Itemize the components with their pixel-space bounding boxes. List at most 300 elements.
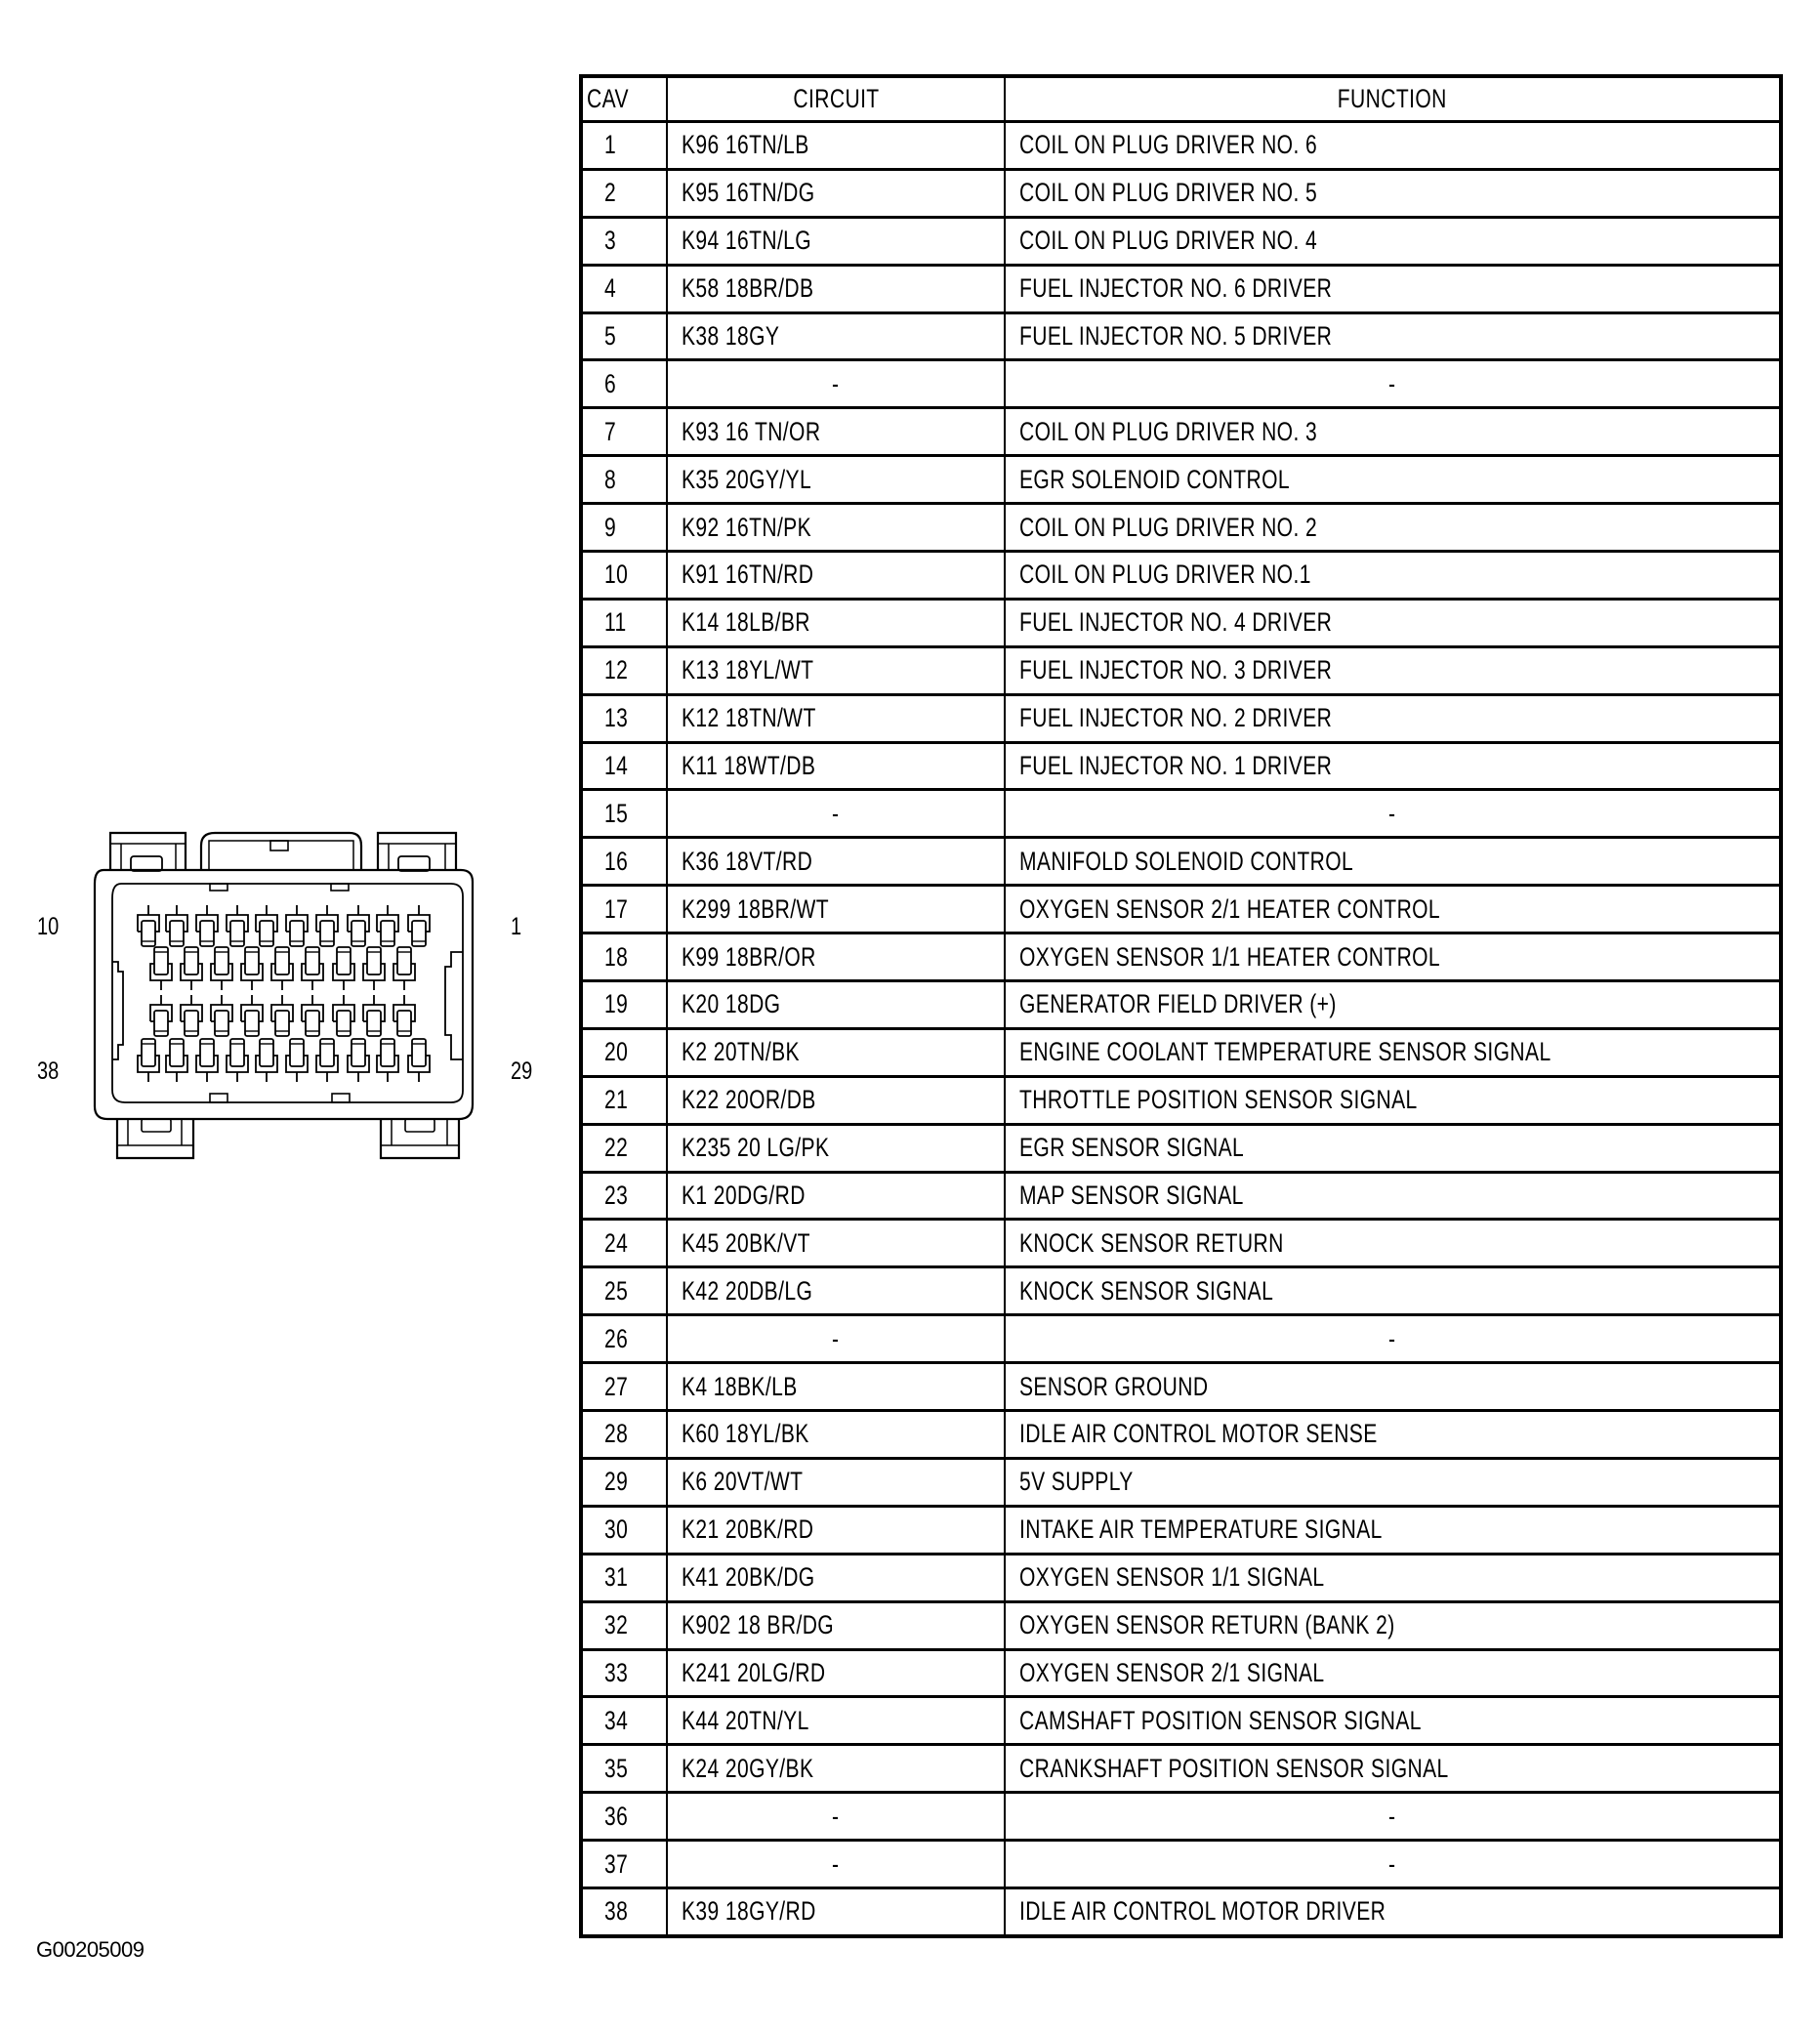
function-cell <box>1005 456 1781 504</box>
circuit-code: K35 20GY/YL <box>682 464 812 494</box>
cav-cell <box>581 1124 667 1172</box>
circuit-code: K38 18GY <box>682 321 780 351</box>
function-description: ENGINE COOLANT TEMPERATURE SENSOR SIGNAL <box>1019 1037 1551 1067</box>
cav-cell <box>581 1220 667 1267</box>
circuit-code: - <box>832 798 840 828</box>
cav-number: 37 <box>604 1848 629 1879</box>
cav-cell <box>581 1458 667 1506</box>
circuit-code: K42 20DB/LG <box>682 1275 813 1306</box>
circuit-cell <box>667 1076 1005 1124</box>
circuit-cell <box>667 1554 1005 1601</box>
cavity-icon <box>256 1039 277 1082</box>
function-description: COIL ON PLUG DRIVER NO.1 <box>1019 560 1311 590</box>
circuit-code: K22 20OR/DB <box>682 1085 816 1115</box>
table-row <box>581 217 1781 265</box>
circuit-cell <box>667 1124 1005 1172</box>
function-cell <box>1005 312 1781 360</box>
circuit-cell <box>667 1745 1005 1793</box>
cavity-icon <box>302 995 323 1036</box>
table-row <box>581 169 1781 217</box>
circuit-code: - <box>832 1801 840 1831</box>
function-cell <box>1005 1124 1781 1172</box>
function-cell <box>1005 1411 1781 1459</box>
function-description: FUEL INJECTOR NO. 5 DRIVER <box>1019 321 1333 351</box>
cavity-icon <box>393 995 415 1036</box>
function-cell <box>1005 1697 1781 1745</box>
cavity-icon <box>271 947 293 990</box>
cav-number: 25 <box>604 1275 629 1306</box>
function-cell <box>1005 981 1781 1029</box>
circuit-code: - <box>832 1848 840 1879</box>
circuit-cell <box>667 1411 1005 1459</box>
cav-number: 9 <box>604 512 617 542</box>
function-cell <box>1005 1841 1781 1888</box>
circuit-cell <box>667 646 1005 694</box>
circuit-code: K45 20BK/VT <box>682 1227 810 1258</box>
circuit-cell <box>667 1267 1005 1315</box>
figure-id: G00205009 <box>36 1937 145 1962</box>
circuit-cell <box>667 1172 1005 1220</box>
function-cell <box>1005 646 1781 694</box>
cav-number: 29 <box>604 1467 629 1497</box>
function-cell <box>1005 360 1781 408</box>
cav-cell <box>581 1649 667 1697</box>
cav-number: 13 <box>604 703 629 733</box>
circuit-code: K241 20LG/RD <box>682 1657 826 1687</box>
function-cell <box>1005 1506 1781 1554</box>
circuit-cell <box>667 360 1005 408</box>
cav-cell <box>581 694 667 742</box>
cavity-icon <box>227 1039 248 1082</box>
cav-cell <box>581 1506 667 1554</box>
function-cell <box>1005 1028 1781 1076</box>
header-circuit: CIRCUIT <box>667 76 1005 122</box>
function-description: OXYGEN SENSOR 1/1 HEATER CONTROL <box>1019 941 1441 972</box>
cav-cell <box>581 265 667 312</box>
cav-cell <box>581 456 667 504</box>
function-cell <box>1005 694 1781 742</box>
function-description: OXYGEN SENSOR 1/1 SIGNAL <box>1019 1562 1325 1593</box>
cavity-icon <box>363 995 385 1036</box>
circuit-code: K36 18VT/RD <box>682 846 813 876</box>
function-cell <box>1005 1554 1781 1601</box>
circuit-cell <box>667 1458 1005 1506</box>
cavity-icon <box>138 905 159 946</box>
cavity-icon <box>348 905 369 946</box>
cav-number: 23 <box>604 1181 629 1211</box>
cav-number: 12 <box>604 655 629 685</box>
circuit-cell <box>667 1315 1005 1363</box>
circuit-code: K235 20 LG/PK <box>682 1133 830 1163</box>
table-row <box>581 1220 1781 1267</box>
circuit-cell <box>667 1793 1005 1841</box>
circuit-cell <box>667 790 1005 838</box>
table-row <box>581 312 1781 360</box>
circuit-code: K20 18DG <box>682 989 781 1019</box>
function-description: THROTTLE POSITION SENSOR SIGNAL <box>1019 1085 1418 1115</box>
cav-number: 30 <box>604 1514 629 1545</box>
cav-number: 2 <box>604 178 617 208</box>
cav-number: 1 <box>604 130 617 160</box>
circuit-code: K95 16TN/DG <box>682 178 815 208</box>
function-cell <box>1005 742 1781 790</box>
circuit-cell <box>667 1220 1005 1267</box>
cav-number: 26 <box>604 1323 629 1353</box>
cav-cell <box>581 312 667 360</box>
circuit-code: K91 16TN/RD <box>682 560 814 590</box>
cav-number: 20 <box>604 1037 629 1067</box>
table-row <box>581 504 1781 552</box>
cavity-icon <box>393 947 415 990</box>
function-description: CRANKSHAFT POSITION SENSOR SIGNAL <box>1019 1753 1449 1783</box>
cavity-icon <box>408 1039 430 1082</box>
table-row <box>581 1028 1781 1076</box>
circuit-cell <box>667 1028 1005 1076</box>
function-description: 5V SUPPLY <box>1019 1467 1134 1497</box>
table-row <box>581 360 1781 408</box>
table-row <box>581 1601 1781 1649</box>
function-description: - <box>1388 1323 1396 1353</box>
cavity-icon <box>316 905 338 946</box>
cav-cell <box>581 599 667 646</box>
function-cell <box>1005 552 1781 600</box>
cavity-icon <box>302 947 323 990</box>
circuit-cell <box>667 694 1005 742</box>
function-description: CAMSHAFT POSITION SENSOR SIGNAL <box>1019 1705 1422 1735</box>
cav-cell <box>581 1363 667 1411</box>
cav-cell <box>581 790 667 838</box>
function-description: - <box>1388 1801 1396 1831</box>
pinout-table <box>579 74 1783 1938</box>
cavity-label-top-left: 10 <box>37 913 60 940</box>
cav-number: 24 <box>604 1227 629 1258</box>
function-description: INTAKE AIR TEMPERATURE SIGNAL <box>1019 1514 1383 1545</box>
function-description: OXYGEN SENSOR 2/1 HEATER CONTROL <box>1019 893 1441 924</box>
cavity-icon <box>377 905 398 946</box>
cav-number: 6 <box>604 368 617 398</box>
function-description: MANIFOLD SOLENOID CONTROL <box>1019 846 1354 876</box>
table-row <box>581 1124 1781 1172</box>
function-description: EGR SOLENOID CONTROL <box>1019 464 1290 494</box>
circuit-cell <box>667 838 1005 886</box>
circuit-cell <box>667 122 1005 170</box>
circuit-cell <box>667 1841 1005 1888</box>
function-cell <box>1005 169 1781 217</box>
cavity-icon <box>227 905 248 946</box>
cavity-icon <box>211 947 232 990</box>
function-cell <box>1005 1601 1781 1649</box>
cav-number: 31 <box>604 1562 629 1593</box>
cavity-icon <box>181 947 202 990</box>
cav-cell <box>581 1601 667 1649</box>
circuit-cell <box>667 1601 1005 1649</box>
function-description: FUEL INJECTOR NO. 3 DRIVER <box>1019 655 1333 685</box>
cav-number: 22 <box>604 1133 629 1163</box>
cavity-icon <box>196 905 218 946</box>
cavity-icon <box>150 947 172 990</box>
circuit-code: K4 18BK/LB <box>682 1371 798 1401</box>
circuit-code: K902 18 BR/DG <box>682 1610 835 1640</box>
cavity-icon <box>150 995 172 1036</box>
cavity-icon <box>241 947 263 990</box>
function-cell <box>1005 1458 1781 1506</box>
circuit-code: K6 20VT/WT <box>682 1467 804 1497</box>
cav-number: 19 <box>604 989 629 1019</box>
circuit-code: K11 18WT/DB <box>682 751 816 781</box>
cav-number: 11 <box>604 607 627 638</box>
circuit-code: K299 18BR/WT <box>682 893 829 924</box>
cav-number: 21 <box>604 1085 629 1115</box>
table-row <box>581 1458 1781 1506</box>
table-row <box>581 933 1781 981</box>
cav-cell <box>581 1076 667 1124</box>
function-cell <box>1005 886 1781 933</box>
cavity-icon <box>286 1039 308 1082</box>
table-row <box>581 1841 1781 1888</box>
function-cell <box>1005 1745 1781 1793</box>
circuit-code: K39 18GY/RD <box>682 1896 816 1927</box>
table-row <box>581 1506 1781 1554</box>
cav-cell <box>581 1315 667 1363</box>
pinout-table-body <box>581 122 1781 1936</box>
cavity-icon <box>316 1039 338 1082</box>
connector-face-diagram <box>0 820 566 1172</box>
function-cell <box>1005 122 1781 170</box>
cav-cell <box>581 408 667 456</box>
cavity-icon <box>377 1039 398 1082</box>
cav-cell <box>581 1411 667 1459</box>
function-description: KNOCK SENSOR SIGNAL <box>1019 1275 1274 1306</box>
function-description: FUEL INJECTOR NO. 1 DRIVER <box>1019 751 1333 781</box>
cavity-label-top-right: 1 <box>511 913 522 940</box>
function-cell <box>1005 408 1781 456</box>
circuit-code: K41 20BK/DG <box>682 1562 815 1593</box>
cavity-icon <box>196 1039 218 1082</box>
table-row <box>581 1411 1781 1459</box>
table-row <box>581 790 1781 838</box>
cav-cell <box>581 838 667 886</box>
cav-cell <box>581 1267 667 1315</box>
table-row <box>581 122 1781 170</box>
circuit-cell <box>667 1506 1005 1554</box>
cav-cell <box>581 1887 667 1935</box>
function-cell <box>1005 1172 1781 1220</box>
cav-cell <box>581 1697 667 1745</box>
table-row <box>581 1172 1781 1220</box>
cav-cell <box>581 1172 667 1220</box>
function-description: KNOCK SENSOR RETURN <box>1019 1227 1284 1258</box>
cav-cell <box>581 169 667 217</box>
table-row <box>581 742 1781 790</box>
circuit-code: - <box>832 1323 840 1353</box>
function-description: COIL ON PLUG DRIVER NO. 3 <box>1019 416 1318 446</box>
cav-cell <box>581 1841 667 1888</box>
cav-cell <box>581 981 667 1029</box>
table-row <box>581 1076 1781 1124</box>
function-description: OXYGEN SENSOR RETURN (BANK 2) <box>1019 1610 1395 1640</box>
function-cell <box>1005 1887 1781 1935</box>
cavity-icon <box>348 1039 369 1082</box>
circuit-cell <box>667 742 1005 790</box>
table-row <box>581 408 1781 456</box>
cav-cell <box>581 1554 667 1601</box>
cavity-icon <box>138 1039 159 1082</box>
cav-number: 4 <box>604 273 617 304</box>
table-row <box>581 1745 1781 1793</box>
cav-cell <box>581 933 667 981</box>
function-cell <box>1005 1649 1781 1697</box>
table-row <box>581 1697 1781 1745</box>
circuit-code: K14 18LB/BR <box>682 607 810 638</box>
cav-number: 34 <box>604 1705 629 1735</box>
cavity-icon <box>256 905 277 946</box>
cav-cell <box>581 552 667 600</box>
cavity-icon <box>241 995 263 1036</box>
function-description: IDLE AIR CONTROL MOTOR SENSE <box>1019 1419 1378 1449</box>
cav-number: 7 <box>604 416 617 446</box>
cavity-icon <box>271 995 293 1036</box>
circuit-cell <box>667 217 1005 265</box>
function-cell <box>1005 1315 1781 1363</box>
circuit-cell <box>667 981 1005 1029</box>
circuit-cell <box>667 408 1005 456</box>
circuit-code: K93 16 TN/OR <box>682 416 821 446</box>
function-cell <box>1005 1363 1781 1411</box>
function-description: FUEL INJECTOR NO. 2 DRIVER <box>1019 703 1333 733</box>
function-description: FUEL INJECTOR NO. 6 DRIVER <box>1019 273 1333 304</box>
function-description: FUEL INJECTOR NO. 4 DRIVER <box>1019 607 1333 638</box>
circuit-code: K44 20TN/YL <box>682 1705 809 1735</box>
cav-cell <box>581 217 667 265</box>
cav-number: 15 <box>604 798 629 828</box>
function-description: IDLE AIR CONTROL MOTOR DRIVER <box>1019 1896 1386 1927</box>
circuit-cell <box>667 312 1005 360</box>
table-row <box>581 456 1781 504</box>
header-function: FUNCTION <box>1005 76 1781 122</box>
function-cell <box>1005 1267 1781 1315</box>
cav-number: 35 <box>604 1753 629 1783</box>
circuit-code: K92 16TN/PK <box>682 512 812 542</box>
cavity-icon <box>408 905 430 946</box>
cav-number: 10 <box>604 560 629 590</box>
cav-number: 32 <box>604 1610 629 1640</box>
function-description: - <box>1388 1848 1396 1879</box>
connector-outline-icon <box>0 820 566 1172</box>
table-row <box>581 981 1781 1029</box>
cav-number: 5 <box>604 321 617 351</box>
circuit-cell <box>667 933 1005 981</box>
circuit-code: K58 18BR/DB <box>682 273 814 304</box>
table-row <box>581 694 1781 742</box>
table-row <box>581 1267 1781 1315</box>
function-cell <box>1005 504 1781 552</box>
circuit-cell <box>667 1887 1005 1935</box>
function-description: EGR SENSOR SIGNAL <box>1019 1133 1245 1163</box>
cavity-icon <box>181 995 202 1036</box>
cav-number: 8 <box>604 464 617 494</box>
function-cell <box>1005 599 1781 646</box>
table-row <box>581 1554 1781 1601</box>
table-row <box>581 265 1781 312</box>
cavity-icon <box>333 995 354 1036</box>
circuit-cell <box>667 456 1005 504</box>
table-row <box>581 552 1781 600</box>
function-description: MAP SENSOR SIGNAL <box>1019 1181 1244 1211</box>
function-description: COIL ON PLUG DRIVER NO. 2 <box>1019 512 1318 542</box>
cav-cell <box>581 1745 667 1793</box>
function-description: COIL ON PLUG DRIVER NO. 6 <box>1019 130 1318 160</box>
function-description: OXYGEN SENSOR 2/1 SIGNAL <box>1019 1657 1325 1687</box>
cav-cell <box>581 360 667 408</box>
cavity-icon <box>363 947 385 990</box>
cav-cell <box>581 1793 667 1841</box>
cav-number: 28 <box>604 1419 629 1449</box>
cav-cell <box>581 1028 667 1076</box>
circuit-cell <box>667 169 1005 217</box>
circuit-code: K13 18YL/WT <box>682 655 814 685</box>
table-row <box>581 886 1781 933</box>
circuit-cell <box>667 552 1005 600</box>
function-cell <box>1005 933 1781 981</box>
cav-number: 33 <box>604 1657 629 1687</box>
function-cell <box>1005 790 1781 838</box>
function-description: - <box>1388 798 1396 828</box>
header-cav: CAV <box>587 84 629 113</box>
function-description: COIL ON PLUG DRIVER NO. 5 <box>1019 178 1318 208</box>
cav-cell <box>581 742 667 790</box>
cavity-icon <box>333 947 354 990</box>
table-row <box>581 1649 1781 1697</box>
table-row <box>581 838 1781 886</box>
table-row <box>581 599 1781 646</box>
cav-number: 36 <box>604 1801 629 1831</box>
circuit-code: K94 16TN/LG <box>682 226 812 256</box>
table-row <box>581 1315 1781 1363</box>
cav-cell <box>581 646 667 694</box>
circuit-code: K60 18YL/BK <box>682 1419 809 1449</box>
cavity-icon <box>286 905 308 946</box>
function-description: - <box>1388 368 1396 398</box>
circuit-code: K12 18TN/WT <box>682 703 816 733</box>
cavity-icon <box>166 905 187 946</box>
cav-cell <box>581 504 667 552</box>
table-row <box>581 1363 1781 1411</box>
function-cell <box>1005 1220 1781 1267</box>
cav-cell <box>581 886 667 933</box>
cavity-label-bottom-right: 29 <box>511 1057 533 1085</box>
circuit-code: K24 20GY/BK <box>682 1753 814 1783</box>
table-row <box>581 646 1781 694</box>
table-header-row <box>581 76 1781 122</box>
function-cell <box>1005 217 1781 265</box>
circuit-code: - <box>832 368 840 398</box>
circuit-cell <box>667 504 1005 552</box>
circuit-code: K1 20DG/RD <box>682 1181 806 1211</box>
function-cell <box>1005 1076 1781 1124</box>
circuit-cell <box>667 1649 1005 1697</box>
cav-number: 3 <box>604 226 617 256</box>
circuit-cell <box>667 1363 1005 1411</box>
circuit-code: K2 20TN/BK <box>682 1037 800 1067</box>
cavity-icon <box>211 995 232 1036</box>
circuit-cell <box>667 1697 1005 1745</box>
circuit-cell <box>667 265 1005 312</box>
cav-number: 27 <box>604 1371 629 1401</box>
function-cell <box>1005 1793 1781 1841</box>
cav-cell <box>581 122 667 170</box>
cav-number: 14 <box>604 751 629 781</box>
function-description: SENSOR GROUND <box>1019 1371 1209 1401</box>
